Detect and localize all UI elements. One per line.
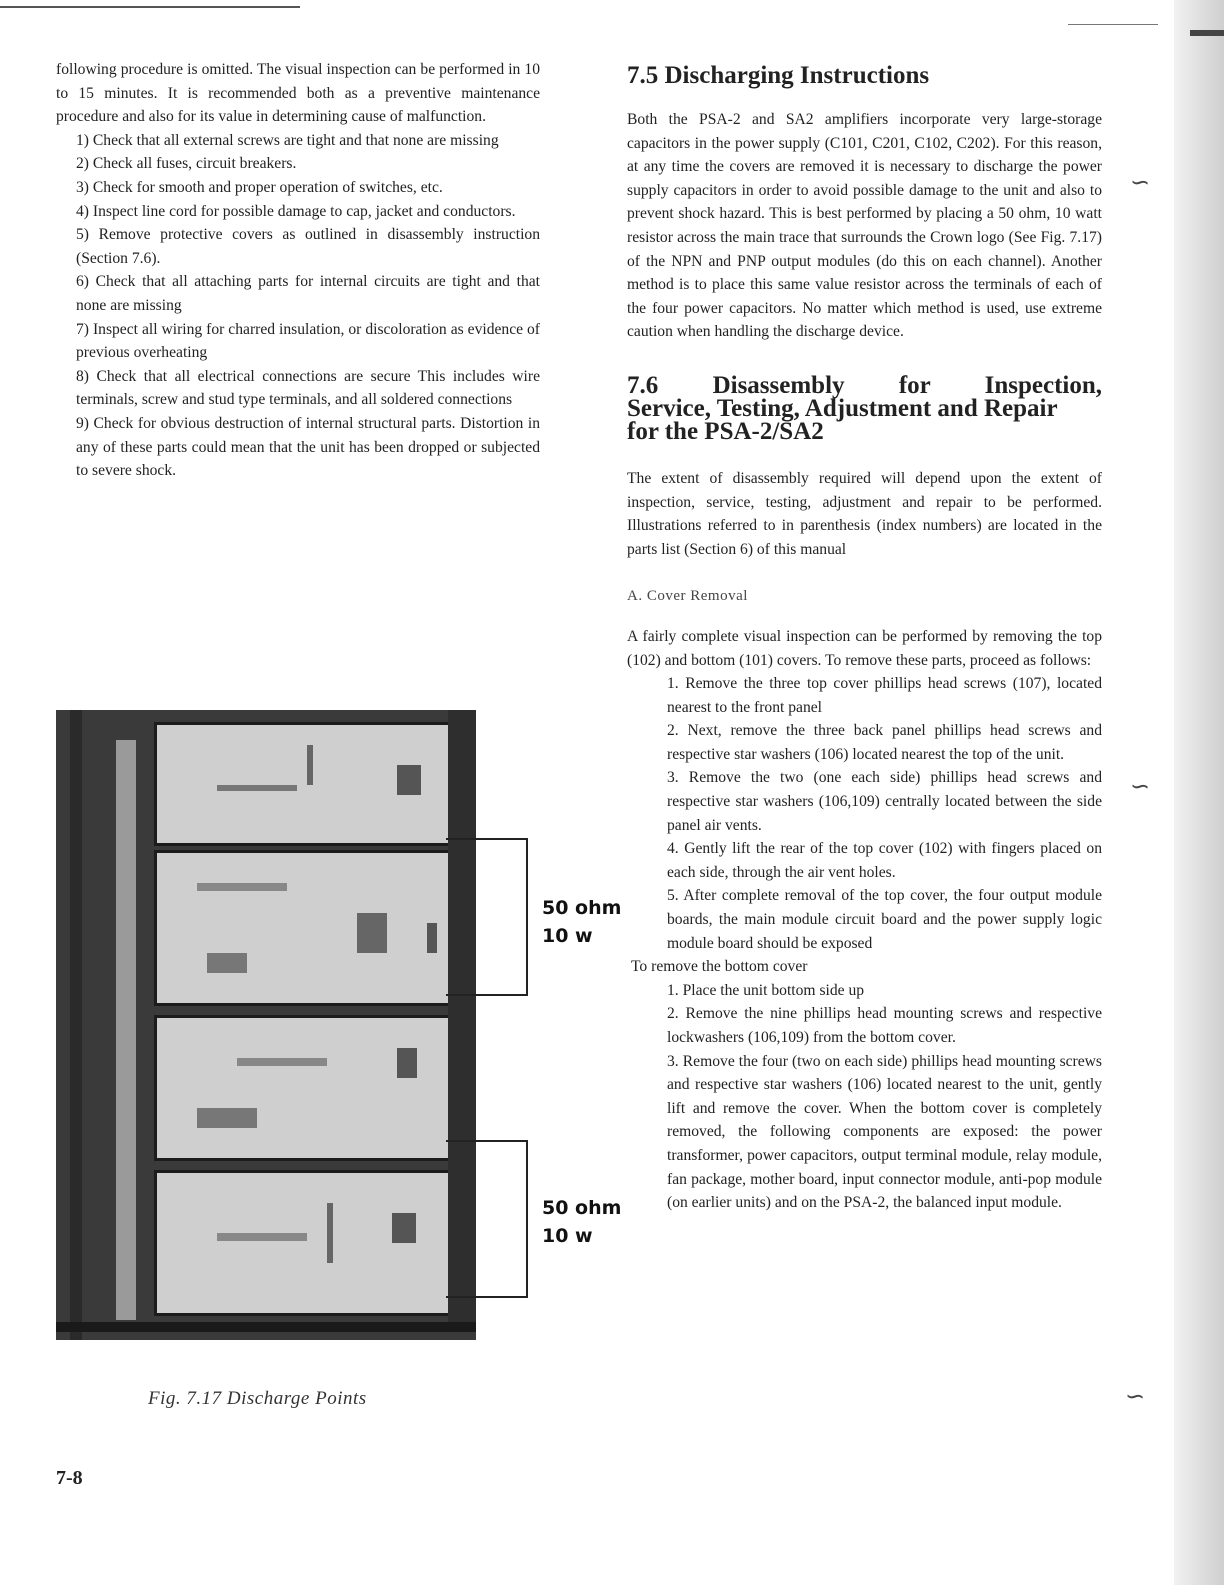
bottom-cover-step: 1. Place the unit bottom side up bbox=[667, 981, 865, 999]
bottom-cover-step: 2. Remove the nine phillips head mounting screws and respective lockwashers (106,109) from the bottom cover. bbox=[667, 1005, 1102, 1046]
resistor-bracket bbox=[446, 1140, 528, 1298]
inspection-step: 1) Check that all external screws are tight and that none are missing bbox=[76, 131, 499, 149]
module-board bbox=[154, 1170, 452, 1316]
section-7-6-heading: 7.6 Disassembly for Inspection, Service, Testing, Adjustment and Repair for the PSA-2/SA2 bbox=[627, 371, 1102, 445]
resistor-label: 50 ohm 10 w bbox=[542, 1197, 622, 1247]
top-cover-step: 5. After complete removal of the top cover, the four output module boards, the main module circuit board and the power supply logic module board should be exposed bbox=[667, 887, 1102, 952]
top-rule-right bbox=[1068, 24, 1158, 25]
discharge-points-figure bbox=[56, 710, 476, 1340]
inspection-step: 5) Remove protective covers as outlined in disassembly instruction (Section 7.6). bbox=[76, 226, 540, 267]
cover-removal-subheading: A. Cover Removal bbox=[627, 588, 748, 605]
resistor-bracket bbox=[446, 838, 528, 996]
cover-removal-intro: A fairly complete visual inspection can be performed by removing the top (102) and bottom (101) covers. To remove these parts, proceed as follows: bbox=[627, 627, 1102, 669]
top-cover-step: 3. Remove the two (one each side) phillips head screws and respective star washers (106,109) centrally located between the side panel air vents. bbox=[667, 769, 1102, 834]
inspection-step: 2) Check all fuses, circuit breakers. bbox=[76, 155, 297, 173]
bottom-cover-step: 3. Remove the four (two on each side) phillips head mounting screws and respective star washers (106) located nearest to the unit, gently lift and remove the cover. When the bottom cover is completely removed, the following components are exposed: the power transformer, power capacitors, output terminal module, relay module, fan package, mother board, input connector module, anti-pop module (on earlier units) and on the PSA-2, the balanced input module. bbox=[667, 1052, 1102, 1212]
intro-paragraph: following procedure is omitted. The visual inspection can be performed in 10 to 15 minutes. It is recommended both as a preventive maintenance procedure and also for its value in determining cause of malfunction. bbox=[56, 61, 540, 126]
section-7-5-body: Both the PSA-2 and SA2 amplifiers incorporate very large-storage capacitors in the power supply (C101, C201, C102, C202). For this reason, at any time the covers are removed it is necessary to discharge the power supply capacitors in order to avoid possible damage to the unit and also to prevent shock hazard. This is best performed by placing a 50 ohm, 10 watt resistor across the main trace that surrounds the Crown logo (See Fig. 7.17) of the NPN and PNP output modules (do this on each channel). Another method is to place this same value resistor across the terminals of each of the four power capacitors. No matter which method is used, use extreme caution when handling the discharge device. bbox=[627, 111, 1102, 341]
binder-hole-mark: ∽ bbox=[1125, 1382, 1146, 1410]
bottom-cover-intro: To remove the bottom cover bbox=[631, 958, 808, 976]
inspection-steps bbox=[76, 129, 540, 483]
edge-mark bbox=[1190, 30, 1224, 36]
section-7-6-body: The extent of disassembly required will depend upon the extent of inspection, service, testing, adjustment and repair to be performed. Illustrations referred to in parenthesis (index numbers) are located in the parts list (Section 6) of this manual bbox=[627, 469, 1102, 558]
resistor-label: 50 ohm 10 w bbox=[542, 897, 622, 947]
inspection-step: 4) Inspect line cord for possible damage to cap, jacket and conductors. bbox=[76, 202, 516, 220]
page-edge-shadow bbox=[1174, 0, 1224, 1585]
module-board bbox=[154, 722, 452, 846]
figure-caption: Fig. 7.17 Discharge Points bbox=[148, 1388, 367, 1409]
top-rule bbox=[0, 6, 300, 8]
top-cover-step: 4. Gently lift the rear of the top cover (102) with fingers placed on each side, through the air vent holes. bbox=[667, 840, 1102, 881]
section-7-5-heading: 7.5 Discharging Instructions bbox=[627, 62, 930, 89]
top-cover-step: 2. Next, remove the three back panel phillips head screws and respective star washers (106) located nearest the top of the unit. bbox=[667, 722, 1102, 763]
inspection-step: 7) Inspect all wiring for charred insulation, or discoloration as evidence of previous overheating bbox=[76, 320, 540, 362]
binder-hole-mark: ∽ bbox=[1130, 772, 1151, 800]
binder-hole-mark: ∽ bbox=[1130, 168, 1151, 196]
left-column bbox=[56, 58, 540, 483]
top-cover-step: 1. Remove the three top cover phillips head screws (107), located nearest to the front panel bbox=[667, 675, 1102, 716]
module-board bbox=[154, 1015, 452, 1161]
inspection-step: 9) Check for obvious destruction of internal structural parts. Distortion in any of these parts could mean that the unit has been dropped or subjected to severe shock. bbox=[76, 414, 540, 480]
bottom-cover-steps bbox=[627, 979, 1102, 1215]
inspection-step: 6) Check that all attaching parts for internal circuits are tight and that none are missing bbox=[76, 273, 540, 314]
inspection-step: 8) Check that all electrical connections are secure This includes wire terminals, screw and stud type terminals, and all soldered connections bbox=[76, 367, 540, 409]
right-column bbox=[627, 60, 1102, 1215]
circuit-board-photo bbox=[56, 710, 476, 1340]
inspection-step: 3) Check for smooth and proper operation of switches, etc. bbox=[76, 178, 443, 196]
page-number: 7-8 bbox=[56, 1467, 83, 1489]
top-cover-steps bbox=[627, 672, 1102, 955]
module-board bbox=[154, 850, 452, 1006]
